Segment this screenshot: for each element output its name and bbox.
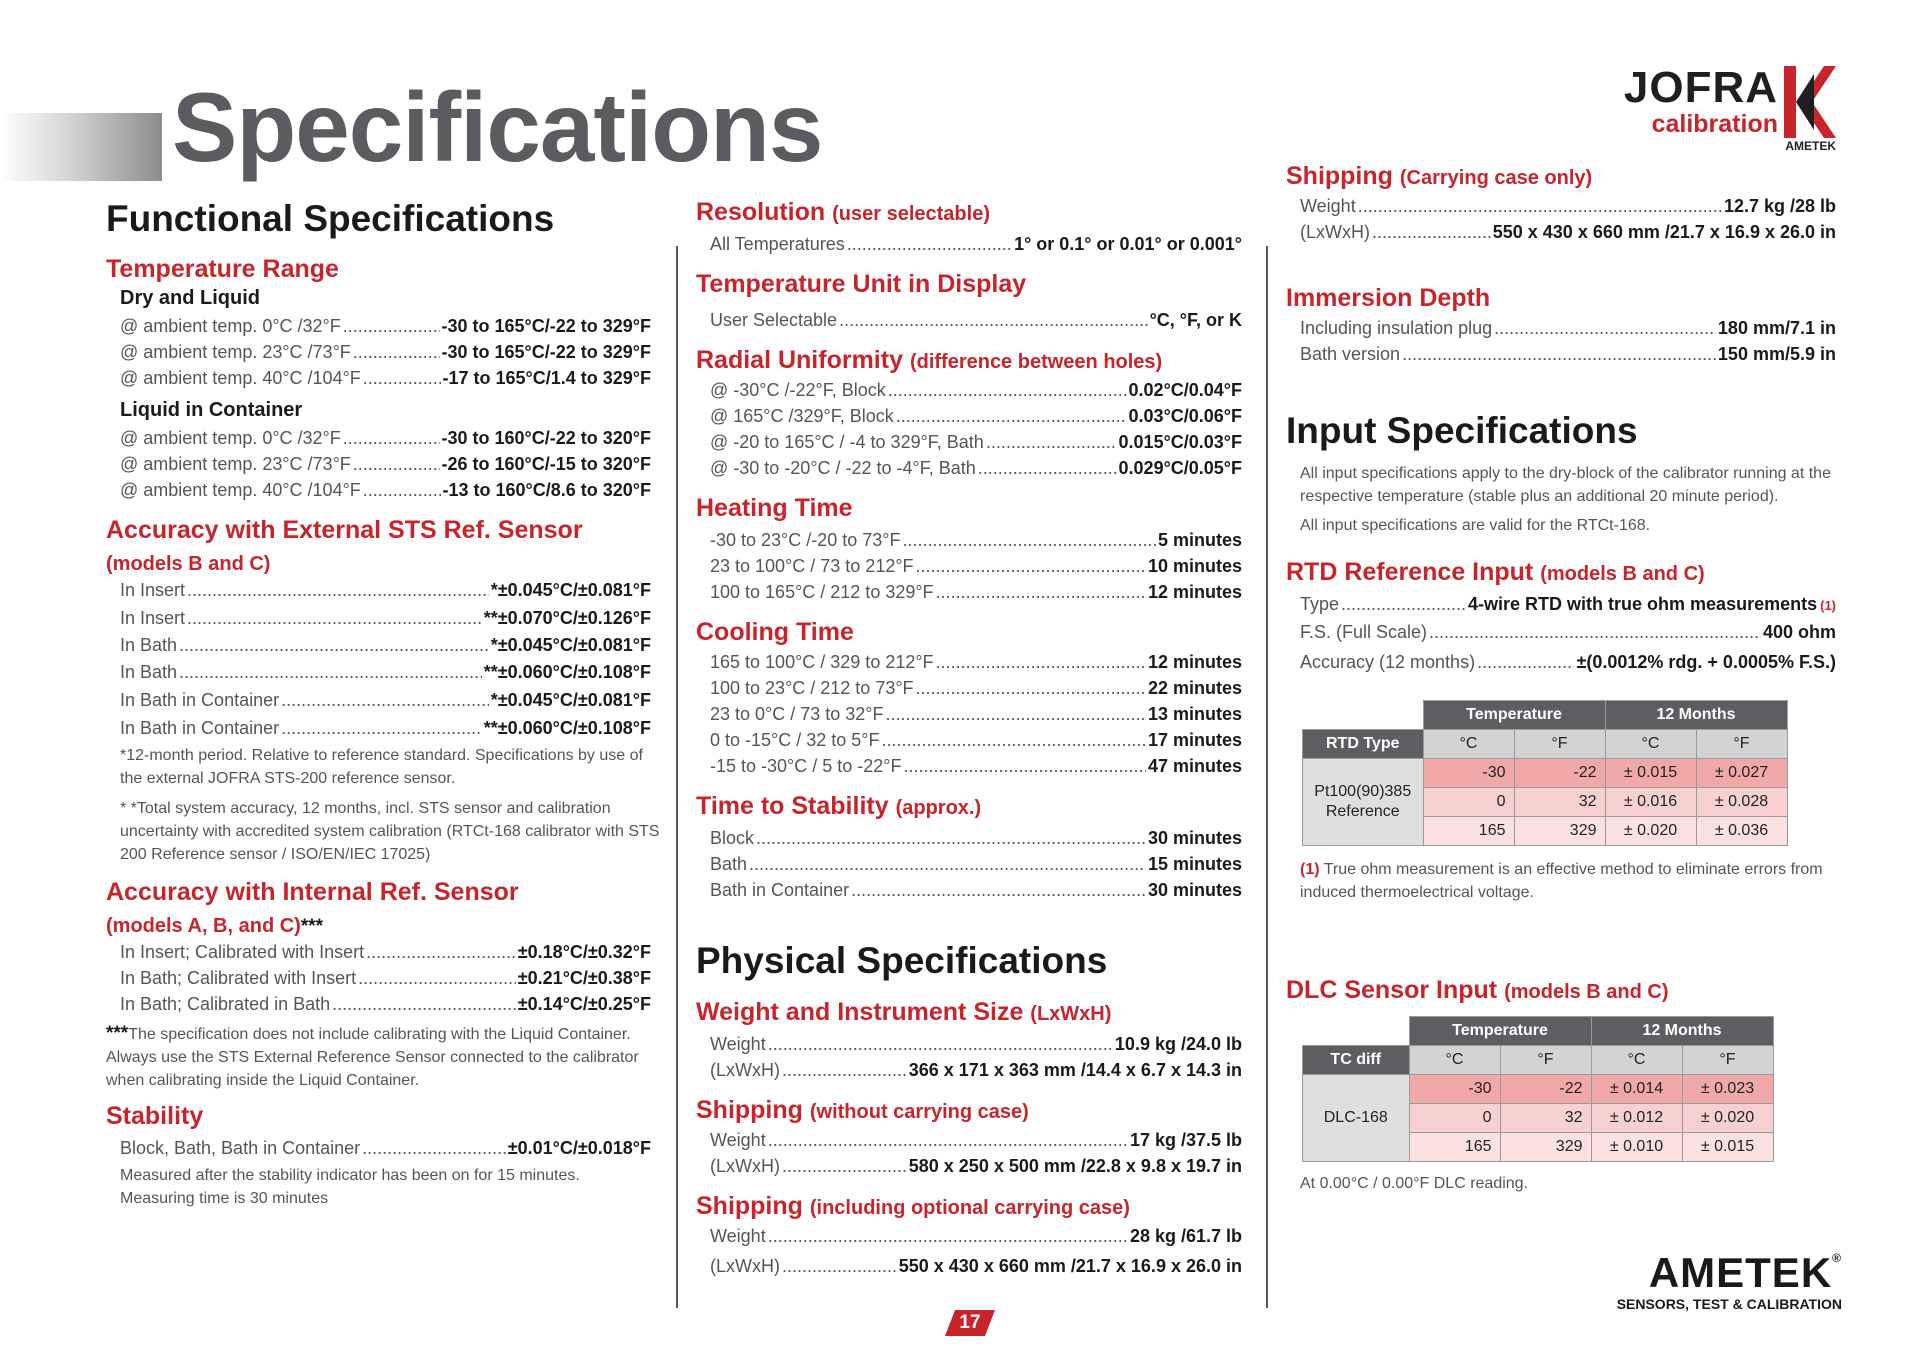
spec-row: @ ambient temp. 0°C /32°F ..... -30 to 165°C/-22 to 329°F bbox=[120, 314, 651, 338]
spec-row: @ -20 to 165°C / -4 to 329°F, Bath ..... 0.015°C/0.03°F bbox=[710, 430, 1242, 454]
spec-row: @ ambient temp. 23°C /73°F ..... -30 to 165°C/-22 to 329°F bbox=[120, 340, 651, 364]
table-cell: -30 bbox=[1423, 759, 1514, 788]
dlc-accuracy-table bbox=[1302, 1016, 1774, 1162]
spec-row: F.S. (Full Scale) ..... 400 ohm bbox=[1300, 620, 1836, 644]
page-number: 17 bbox=[959, 1312, 981, 1333]
spec-row: In Insert ..... *±0.045°C/±0.081°F bbox=[120, 578, 651, 602]
spec-row: 23 to 0°C / 73 to 32°F ..... 13 minutes bbox=[710, 702, 1242, 726]
spec-row: Block ..... 30 minutes bbox=[710, 826, 1242, 850]
spec-row: 100 to 23°C / 212 to 73°F ..... 22 minutes bbox=[710, 676, 1242, 700]
spec-row: In Insert; Calibrated with Insert ..... ±0.18°C/±0.32°F bbox=[120, 940, 651, 964]
input-note-2: All input specifications are valid for the RTCt-168. bbox=[1300, 517, 1651, 534]
cooling-time-heading: Cooling Time bbox=[696, 618, 854, 646]
accuracy-internal-heading: Accuracy with Internal Ref. Sensor bbox=[106, 878, 519, 906]
spec-row: 165 to 100°C / 329 to 212°F ..... 12 minutes bbox=[710, 650, 1242, 674]
spec-row: @ -30 to -20°C / -22 to -4°F, Bath ..... 0.029°C/0.05°F bbox=[710, 456, 1242, 480]
spec-row: In Insert ..... **±0.070°C/±0.126°F bbox=[120, 606, 651, 630]
accuracy-note-1: *12-month period. Relative to reference standard. Specifications by use of the external JOFRA STS-200 reference sensor. bbox=[120, 747, 643, 787]
table-cell: 0 bbox=[1423, 788, 1514, 817]
unit-heading: Temperature Unit in Display bbox=[696, 270, 1027, 298]
spec-row: -30 to 23°C /-20 to 73°F ..... 5 minutes bbox=[710, 528, 1242, 552]
spec-row: (LxWxH) ..... 580 x 250 x 500 mm /22.8 x 9.8 x 19.7 in bbox=[710, 1154, 1242, 1178]
column-divider-1 bbox=[676, 246, 678, 1308]
heating-time-heading: Heating Time bbox=[696, 494, 853, 522]
table-type-label: Pt100(90)385 Reference bbox=[1303, 759, 1424, 846]
spec-row: Bath ..... 15 minutes bbox=[710, 852, 1242, 876]
resolution-heading: Resolution (user selectable) bbox=[696, 198, 990, 226]
table-unit: °C bbox=[1605, 730, 1696, 759]
table-cell: ± 0.028 bbox=[1696, 788, 1787, 817]
spec-row: In Bath in Container ..... *±0.045°C/±0.081°F bbox=[120, 688, 651, 712]
table-cell: 32 bbox=[1514, 788, 1605, 817]
spec-row: 0 to -15°C / 32 to 5°F ..... 17 minutes bbox=[710, 728, 1242, 752]
table-cell: ± 0.020 bbox=[1605, 817, 1696, 846]
table-type-label: DLC-168 bbox=[1303, 1075, 1410, 1162]
stability-note: Measured after the stability indicator has been on for 15 minutes. Measuring time is 30 minutes bbox=[120, 1167, 580, 1207]
logo-sub: calibration bbox=[1651, 110, 1778, 138]
table-cell: -22 bbox=[1500, 1075, 1591, 1104]
table-head-temperature: Temperature bbox=[1423, 701, 1605, 730]
rtd-input-heading: RTD Reference Input (models B and C) bbox=[1286, 558, 1705, 586]
page-number-badge bbox=[945, 1310, 995, 1336]
spec-row: Bath in Container ..... 30 minutes bbox=[710, 878, 1242, 902]
table-cell: -30 bbox=[1409, 1075, 1500, 1104]
shipping-case-heading: Shipping (including optional carrying case) bbox=[696, 1192, 1130, 1220]
shipping-case-only-heading: Shipping (Carrying case only) bbox=[1286, 162, 1593, 190]
logo-maker: AMETEK bbox=[1785, 139, 1836, 153]
dlc-note: At 0.00°C / 0.00°F DLC reading. bbox=[1300, 1175, 1529, 1192]
spec-row: All Temperatures ..... 1° or 0.1° or 0.01° or 0.001° bbox=[710, 232, 1242, 256]
table-unit: °C bbox=[1423, 730, 1514, 759]
table-cell: ± 0.023 bbox=[1682, 1075, 1773, 1104]
spec-row: Weight ..... 12.7 kg /28 lb bbox=[1300, 194, 1836, 218]
table-cell: ± 0.014 bbox=[1591, 1075, 1682, 1104]
table-cell: ± 0.015 bbox=[1682, 1133, 1773, 1162]
table-cell: 329 bbox=[1500, 1133, 1591, 1162]
internal-accuracy-note: ***The specification does not include calibrating with the Liquid Container. Always use the STS External Reference Sensor connected to the calibrator when calibrating inside the Liquid Container. bbox=[106, 1023, 639, 1089]
spec-row: Including insulation plug ..... 180 mm/7.1 in bbox=[1300, 316, 1836, 340]
spec-row: @ ambient temp. 40°C /104°F ..... -13 to 160°C/8.6 to 320°F bbox=[120, 478, 651, 502]
spec-row: In Bath; Calibrated in Bath ..... ±0.14°C/±0.25°F bbox=[120, 992, 651, 1016]
spec-row: Weight ..... 10.9 kg /24.0 lb bbox=[710, 1032, 1242, 1056]
spec-row: Weight ..... 28 kg /61.7 lb bbox=[710, 1224, 1242, 1248]
spec-row: (LxWxH) ..... 550 x 430 x 660 mm /21.7 x 16.9 x 26.0 in bbox=[1300, 220, 1836, 244]
functional-specs-heading: Functional Specifications bbox=[106, 198, 555, 239]
spec-row: @ -30°C /-22°F, Block ..... 0.02°C/0.04°F bbox=[710, 378, 1242, 402]
shipping-no-case-heading: Shipping (without carrying case) bbox=[696, 1096, 1029, 1124]
accuracy-external-heading: Accuracy with External STS Ref. Sensor bbox=[106, 516, 583, 544]
spec-row: Accuracy (12 months) ..... ±(0.0012% rdg. + 0.0005% F.S.) bbox=[1300, 650, 1836, 674]
spec-row: In Bath in Container ..... **±0.060°C/±0.108°F bbox=[120, 716, 651, 740]
jofra-logo bbox=[1616, 62, 1836, 154]
radial-uniformity-heading: Radial Uniformity (difference between holes) bbox=[696, 346, 1163, 374]
table-unit: °F bbox=[1514, 730, 1605, 759]
physical-specs-heading: Physical Specifications bbox=[696, 940, 1108, 981]
table-cell: ± 0.016 bbox=[1605, 788, 1696, 817]
spec-row: -15 to -30°C / 5 to -22°F ..... 47 minutes bbox=[710, 754, 1242, 778]
table-head-12-months: 12 Months bbox=[1591, 1017, 1773, 1046]
table-cell: 165 bbox=[1409, 1133, 1500, 1162]
spec-row: @ 165°C /329°F, Block ..... 0.03°C/0.06°F bbox=[710, 404, 1242, 428]
ametek-tagline: SENSORS, TEST & CALIBRATION bbox=[1616, 1296, 1842, 1312]
liquid-container-subheading: Liquid in Container bbox=[120, 399, 303, 421]
table-cell: ± 0.012 bbox=[1591, 1104, 1682, 1133]
table-head-type: TC diff bbox=[1303, 1046, 1410, 1075]
immersion-depth-heading: Immersion Depth bbox=[1286, 284, 1491, 312]
dry-liquid-subheading: Dry and Liquid bbox=[120, 287, 260, 309]
column-divider-2 bbox=[1266, 246, 1268, 1308]
accuracy-note-2: * *Total system accuracy, 12 months, incl. STS sensor and calibration uncertainty with accredited system calibration (RTCt-168 calibrator with STS 200 Reference sensor / ISO/EN/IEC 17025) bbox=[120, 800, 660, 863]
spec-row: Type ..... 4-wire RTD with true ohm measurements (1) bbox=[1300, 592, 1836, 616]
table-cell: ± 0.015 bbox=[1605, 759, 1696, 788]
input-note-1: All input specifications apply to the dry-block of the calibrator running at the respective temperature (stable plus an additional 20 minute period). bbox=[1300, 465, 1831, 505]
page-title: Specifications bbox=[172, 72, 823, 182]
spec-row: @ ambient temp. 23°C /73°F ..... -26 to 160°C/-15 to 320°F bbox=[120, 452, 651, 476]
table-cell: ± 0.020 bbox=[1682, 1104, 1773, 1133]
table-head-type: RTD Type bbox=[1303, 730, 1424, 759]
table-unit: °C bbox=[1591, 1046, 1682, 1075]
table-head-12-months: 12 Months bbox=[1605, 701, 1787, 730]
spec-row: Bath version ..... 150 mm/5.9 in bbox=[1300, 342, 1836, 366]
temp-range-heading: Temperature Range bbox=[106, 255, 339, 283]
spec-row: 23 to 100°C / 73 to 212°F ..... 10 minutes bbox=[710, 554, 1242, 578]
spec-row: @ ambient temp. 40°C /104°F ..... -17 to 165°C/1.4 to 329°F bbox=[120, 366, 651, 390]
stability-time-heading: Time to Stability (approx.) bbox=[696, 792, 982, 820]
table-cell: ± 0.010 bbox=[1591, 1133, 1682, 1162]
spec-row: Weight ..... 17 kg /37.5 lb bbox=[710, 1128, 1242, 1152]
jofra-k-icon bbox=[1784, 66, 1836, 138]
logo-brand: JOFRA bbox=[1623, 63, 1778, 112]
table-unit: °F bbox=[1500, 1046, 1591, 1075]
title-gradient-bar bbox=[0, 113, 162, 181]
spec-row: Block, Bath, Bath in Container ..... ±0.01°C/±0.018°F bbox=[120, 1136, 651, 1160]
table-cell: ± 0.036 bbox=[1696, 817, 1787, 846]
spec-row: (LxWxH) ..... 550 x 430 x 660 mm /21.7 x 16.9 x 26.0 in bbox=[710, 1254, 1242, 1278]
stability-heading: Stability bbox=[106, 1102, 204, 1130]
ametek-logo: AMETEK® bbox=[1648, 1249, 1842, 1296]
dlc-input-heading: DLC Sensor Input (models B and C) bbox=[1286, 976, 1669, 1004]
weight-size-heading: Weight and Instrument Size (LxWxH) bbox=[696, 998, 1112, 1026]
spec-row: 100 to 165°C / 212 to 329°F ..... 12 minutes bbox=[710, 580, 1242, 604]
spec-row: In Bath; Calibrated with Insert ..... ±0.21°C/±0.38°F bbox=[120, 966, 651, 990]
table-unit: °F bbox=[1696, 730, 1787, 759]
spec-row: In Bath ..... *±0.045°C/±0.081°F bbox=[120, 633, 651, 657]
table-head-temperature: Temperature bbox=[1409, 1017, 1591, 1046]
table-unit: °C bbox=[1409, 1046, 1500, 1075]
spec-row: (LxWxH) ..... 366 x 171 x 363 mm /14.4 x 6.7 x 14.3 in bbox=[710, 1058, 1242, 1082]
input-specs-heading: Input Specifications bbox=[1286, 410, 1638, 451]
table-unit: °F bbox=[1682, 1046, 1773, 1075]
table-cell: ± 0.027 bbox=[1696, 759, 1787, 788]
spec-row: @ ambient temp. 0°C /32°F ..... -30 to 160°C/-22 to 320°F bbox=[120, 426, 651, 450]
table-cell: 32 bbox=[1500, 1104, 1591, 1133]
table-cell: 165 bbox=[1423, 817, 1514, 846]
rtd-footnote: (1) True ohm measurement is an effective method to eliminate errors from induced thermoelectrical voltage. bbox=[1300, 861, 1823, 901]
table-cell: -22 bbox=[1514, 759, 1605, 788]
spec-row: In Bath ..... **±0.060°C/±0.108°F bbox=[120, 660, 651, 684]
table-cell: 329 bbox=[1514, 817, 1605, 846]
accuracy-external-models: (models B and C) bbox=[106, 553, 271, 575]
rtd-accuracy-table bbox=[1302, 700, 1788, 846]
spec-row: User Selectable ..... °C, °F, or K bbox=[710, 308, 1242, 332]
accuracy-internal-models: (models A, B, and C)*** bbox=[106, 915, 324, 937]
table-cell: 0 bbox=[1409, 1104, 1500, 1133]
